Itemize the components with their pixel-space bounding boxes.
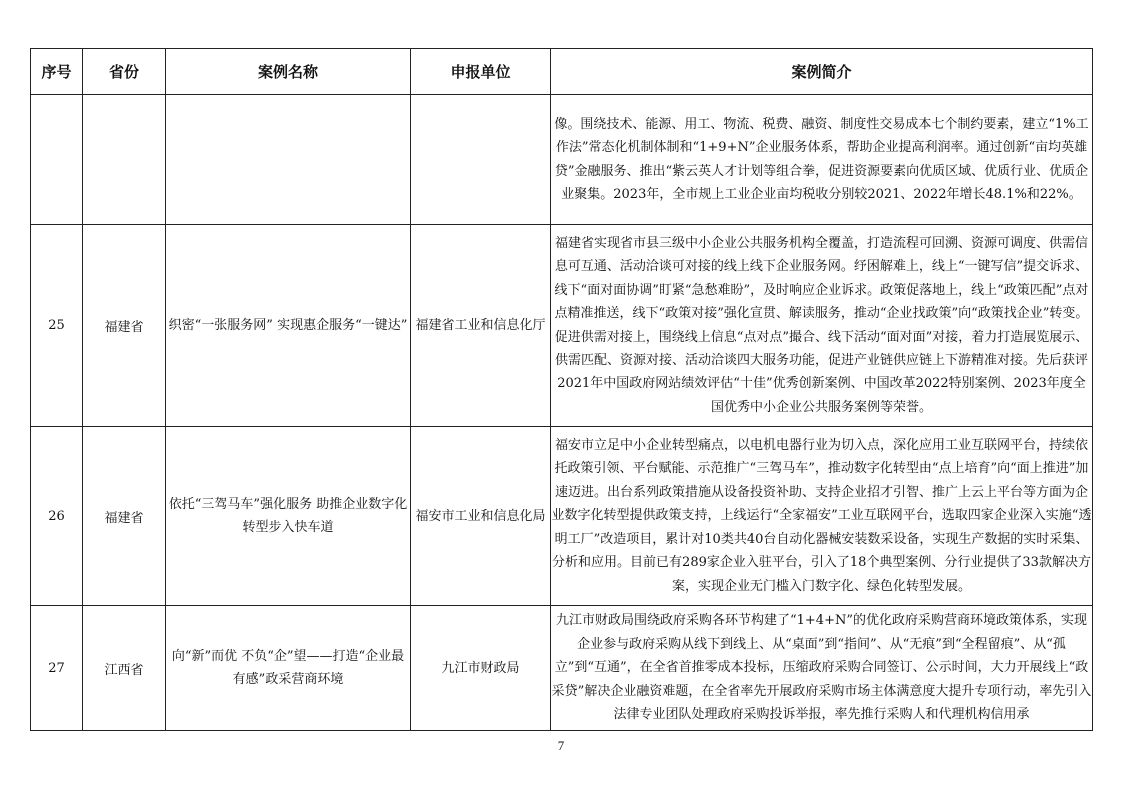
cell-province: 福建省 bbox=[83, 225, 166, 427]
cell-serial-number bbox=[31, 95, 83, 225]
header-reporting-unit: 申报单位 bbox=[411, 49, 551, 95]
cell-reporting-unit: 福安市工业和信息化局 bbox=[411, 427, 551, 606]
case-table bbox=[30, 48, 1093, 731]
header-province: 省份 bbox=[83, 49, 166, 95]
cell-province: 福建省 bbox=[83, 427, 166, 606]
table-row bbox=[31, 225, 1093, 427]
cell-case-summary: 九江市财政局围绕政府采购各环节构建了“1+4+N”的优化政府采购营商环境政策体系，实现企业参与政府采购从线下到线上、从“桌面”到“指间”、从“无痕”到“全程留痕”、从“孤立”到“互通”，在全省首推零成本投标，压缩政府采购合同签订、公示时间，大力开展线上“政采贷”解决企业融资难题，在全省率先开展政府采购市场主体满意度大提升专项行动，率先引入法律专业团队处理政府采购投诉举报，率先推行采购人和代理机构信用承 bbox=[551, 606, 1093, 731]
cell-reporting-unit bbox=[411, 95, 551, 225]
cell-province bbox=[83, 95, 166, 225]
cell-case-summary: 福建省实现省市县三级中小企业公共服务机构全覆盖，打造流程可回溯、资源可调度、供需信息可互通、活动洽谈可对接的线上线下企业服务网。纾困解难上，线上“一键写信”提交诉求、线下“面对面协调”盯紧“急愁难盼”，及时响应企业诉求。政策促落地上，线上“政策匹配”点对点精准推送，线下“政策对接”强化宣贯、解读服务，推动“企业找政策”向“政策找企业”转变。促进供需对接上，围绕线上信息“点对点”撮合、线下活动“面对面”对接，着力打造展览展示、供需匹配、资源对接、活动洽谈四大服务功能，促进产业链供应链上下游精准对接。先后获评2021年中国政府网站绩效评估“十佳”优秀创新案例、中国改革2022特别案例、2023年度全国优秀中小企业公共服务案例等荣誉。 bbox=[551, 225, 1093, 427]
cell-serial-number: 27 bbox=[31, 606, 83, 731]
header-serial-number: 序号 bbox=[31, 49, 83, 95]
table-row bbox=[31, 427, 1093, 606]
cell-serial-number: 26 bbox=[31, 427, 83, 606]
cell-case-name: 织密“一张服务网” 实现惠企服务“一键达” bbox=[166, 225, 411, 427]
cell-case-name: 向“新”而优 不负“企”望——打造“企业最有感”政采营商环境 bbox=[166, 606, 411, 731]
cell-case-name: 依托“三驾马车”强化服务 助推企业数字化转型步入快车道 bbox=[166, 427, 411, 606]
table-header-row bbox=[31, 49, 1093, 95]
header-case-name: 案例名称 bbox=[166, 49, 411, 95]
cell-case-name bbox=[166, 95, 411, 225]
header-case-summary: 案例简介 bbox=[551, 49, 1093, 95]
cell-reporting-unit: 九江市财政局 bbox=[411, 606, 551, 731]
table-row bbox=[31, 95, 1093, 225]
cell-province: 江西省 bbox=[83, 606, 166, 731]
cell-serial-number: 25 bbox=[31, 225, 83, 427]
table-row bbox=[31, 606, 1093, 731]
cell-reporting-unit: 福建省工业和信息化厅 bbox=[411, 225, 551, 427]
cell-case-summary: 像。围绕技术、能源、用工、物流、税费、融资、制度性交易成本七个制约要素，建立“1%工作法”常态化机制体制和“1+9+N”企业服务体系，帮助企业提高利润率。通过创新“亩均英雄贷”金融服务、推出“紫云英人才计划等组合拳，促进资源要素向优质区域、优质行业、优质企业聚集。2023年，全市规上工业企业亩均税收分别较2021、2022年增长48.1%和22%。 bbox=[551, 95, 1093, 225]
page-number: 7 bbox=[557, 738, 565, 753]
cell-case-summary: 福安市立足中小企业转型痛点，以电机电器行业为切入点，深化应用工业互联网平台，持续依托政策引领、平台赋能、示范推广“三驾马车”，推动数字化转型由“点上培育”向“面上推进”加速迈进。出台系列政策措施从设备投资补助、支持企业招才引智、推广上云上平台等方面为企业数字化转型提供政策支持，上线运行“全家福安”工业互联网平台，选取四家企业深入实施“透明工厂”改造项目，累计对10类共40台自动化器械安装数采设备，实现生产数据的实时采集、分析和应用。目前已有289家企业入驻平台，引入了18个典型案例、分行业提供了33款解决方案，实现企业无门槛入门数字化、绿色化转型发展。 bbox=[551, 427, 1093, 606]
